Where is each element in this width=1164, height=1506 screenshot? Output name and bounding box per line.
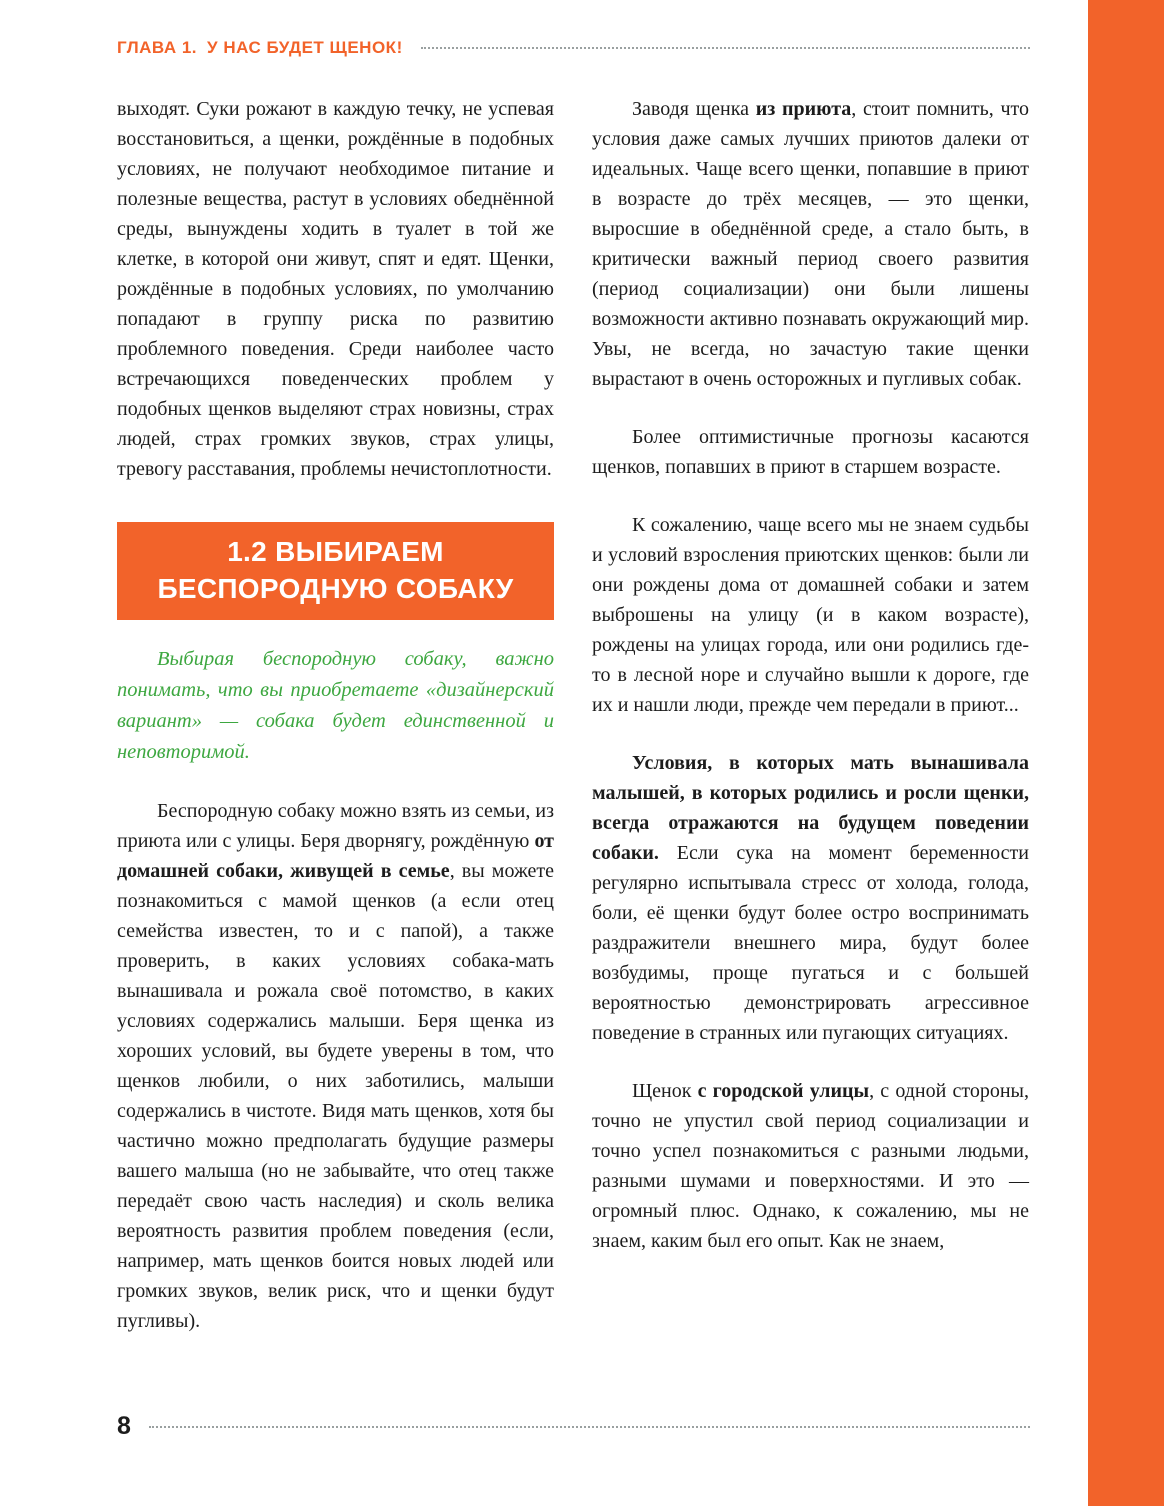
text-run: выходят. Суки рожают в каждую течку, не успевая восстановиться, а щенки, рождённые в подобных условиях, не получают необходимое питание и полезные вещества, растут в условиях обеднённой среды, вынуждены ходить в туалет в той же клетке, в которой они живут, спят и едят. Щенки, рождённые в подобных условиях, по умолчанию попадают в группу риска по развитию проблемного поведения. Среди наиболее часто встречающихся поведенческих проблем у подобных щенков выделяют страх новизны, страх людей, страх громких звуков, страх улицы, тревогу расставания, проблемы нечистоплотности. [117, 98, 554, 480]
bold-text-run: с городской улицы [697, 1080, 870, 1102]
body-paragraph [117, 94, 554, 484]
body-paragraph [592, 1076, 1029, 1256]
text-run: , стоит помнить, что условия даже самых лучших приютов далеки от идеальных. Чаще всего щенки, попавшие в приют в возрасте до трёх месяцев, — это щенки, выросшие в обеднённой среде, а стало быть, в критически важный период своего развития (период социализации) они были лишены возможности активно познавать окружающий мир. Увы, не всегда, но зачастую такие щенки вырастают в очень осторожных и пугливых собак. [592, 98, 1029, 390]
section-heading-line: 1.2 ВЫБИРАЕМ [227, 536, 444, 567]
text-run: Если сука на момент беременности регулярно испытывала стресс от холода, голода, боли, её щенки будут более остро воспринимать раздражители внешнего мира, будут более возбудимы, проще пугаться и с большей вероятностью демонстрировать агрессивное поведение в странных или пугающих ситуациях. [592, 842, 1029, 1044]
text-run: Беспородную собаку можно взять из семьи, из приюта или с улицы. Беря дворнягу, рождённую [117, 800, 554, 852]
page-content [117, 38, 1030, 1336]
text-run: Выбирая беспородную собаку, важно понимать, что вы приобретаете «дизайнерский вариант» — собака будет единственной и неповторимой. [117, 648, 554, 763]
text-run: Щенок [632, 1080, 698, 1102]
text-run: , вы можете познакомиться с мамой щенков (а если отец семейства известен, то и с папой), а также проверить, в каких условиях собака-мать вынашивала и рожала своё потомство, в каких условиях содержались малыши. Беря щенка из хороших условий, вы будете уверены в том, что щенков любили, о них заботились, малыши содержались в чистоте. Видя мать щенков, хотя бы частично можно предполагать будущие размеры вашего малыша (но не забывайте, что отец также передаёт свою часть наследия) и сколь велика вероятность развития проблем поведения (если, например, мать щенков боится новых людей или громких звуков, велик риск, что и щенки будут пугливы). [117, 860, 554, 1332]
page-number: 8 [117, 1412, 131, 1440]
text-run: Более оптимистичные прогнозы касаются щенков, попавших в приют в старшем возрасте. [592, 426, 1029, 478]
section-heading-line: БЕСПОРОДНУЮ СОБАКУ [157, 573, 514, 604]
body-paragraph [592, 510, 1029, 720]
body-paragraph [592, 748, 1029, 1048]
section-heading [117, 522, 554, 620]
dotted-leader [421, 47, 1030, 49]
body-paragraph [117, 796, 554, 1336]
chapter-label: ГЛАВА 1. [117, 38, 198, 57]
bold-text-run: от домашней собаки, живущей в семье [117, 830, 554, 882]
right-column [592, 94, 1029, 1256]
page-footer [117, 1412, 1030, 1441]
chapter-title: У НАС БУДЕТ ЩЕНОК! [207, 38, 403, 57]
running-head [117, 38, 1030, 58]
bold-text-run: из приюта [755, 98, 852, 120]
body-paragraph [592, 94, 1029, 394]
lead-paragraph [117, 644, 554, 768]
bold-text-run: Условия, в которых мать вынашивала малышей, в которых родились и росли щенки, всегда отражаются на будущем поведении собаки. [592, 752, 1029, 864]
dotted-leader [149, 1426, 1030, 1428]
text-run: Заводя щенка [632, 98, 756, 120]
two-column-text [117, 94, 1030, 1336]
body-paragraph [592, 422, 1029, 482]
text-run: К сожалению, чаще всего мы не знаем судьбы и условий взросления приютских щенков: были ли они рождены дома от домашней собаки и затем выброшены на улицу (и в каком возрасте), рождены на улицах города, или они родились где-то в лесной норе и случайно вышли к дороге, где их и нашли люди, прежде чем передали в приют... [592, 514, 1029, 716]
orange-side-strip [1088, 0, 1164, 1506]
text-run: , с одной стороны, точно не упустил свой период социализации и точно успел познакомиться с разными людьми, разными шумами и поверхностями. И это — огромный плюс. Однако, к сожалению, мы не знаем, каким был его опыт. Как не знаем, [592, 1080, 1029, 1252]
left-column [117, 94, 554, 1336]
